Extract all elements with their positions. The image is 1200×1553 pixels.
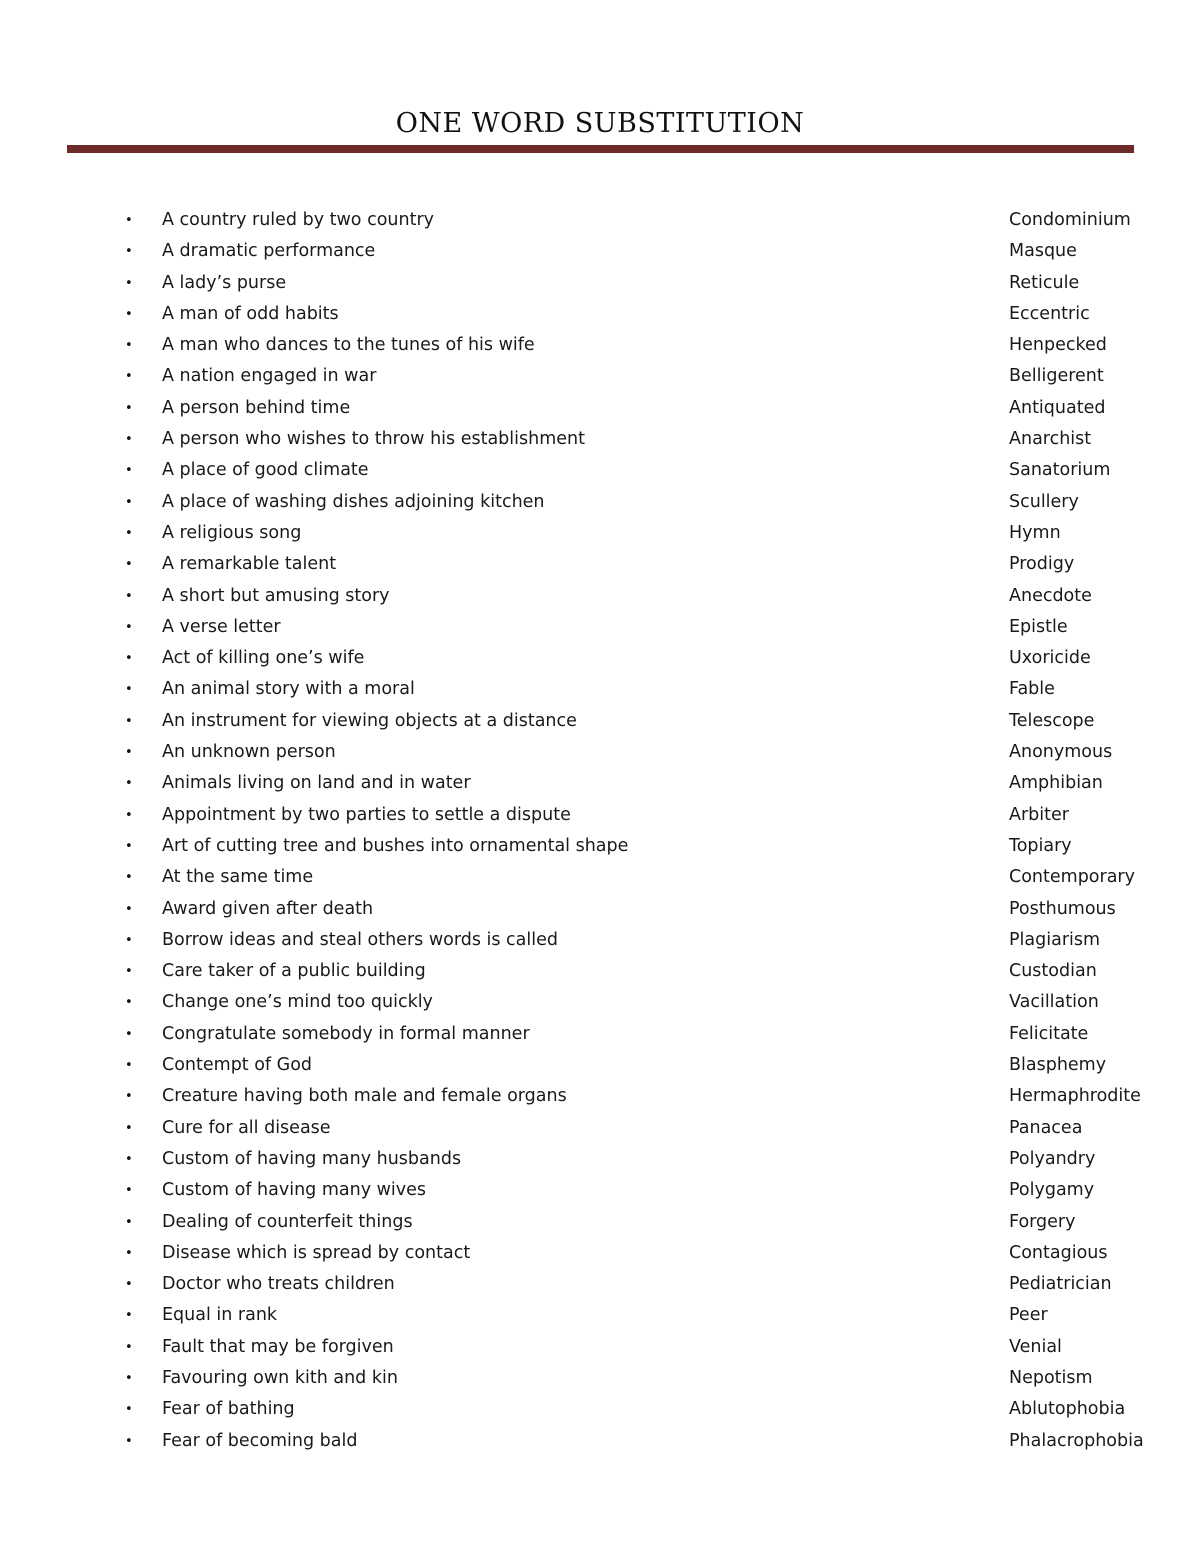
entry-definition: A nation engaged in war [162,366,377,387]
bullet-icon: • [125,588,133,604]
list-item [0,549,1200,580]
entry-word: Amphibian [1009,773,1103,794]
entry-word: Sanatorium [1009,460,1111,481]
entry-definition: Congratulate somebody in formal manner [162,1023,530,1044]
bullet-icon: • [125,1402,133,1418]
entry-definition: Borrow ideas and steal others words is called [162,929,558,950]
entry-definition: Fault that may be forgiven [162,1336,394,1357]
entry-definition: A person behind time [162,397,351,418]
list-item [0,1269,1200,1300]
list-item [0,487,1200,518]
entry-word: Peer [1009,1305,1048,1326]
list-item [0,925,1200,956]
list-item [0,768,1200,799]
entry-definition: Change one’s mind too quickly [162,992,433,1013]
list-item [0,205,1200,236]
bullet-icon: • [125,619,133,635]
entry-word: Henpecked [1009,335,1107,356]
bullet-icon: • [125,964,133,980]
list-item [0,1300,1200,1331]
entry-word: Condominium [1009,210,1131,230]
bullet-icon: • [125,776,133,792]
list-item [0,737,1200,768]
entry-definition: An unknown person [162,742,336,763]
entry-word: Eccentric [1009,303,1090,324]
entry-word: Hermaphrodite [1009,1086,1141,1107]
entry-definition: A person who wishes to throw his establishment [162,429,585,450]
bullet-icon: • [125,338,133,354]
entry-definition: A place of washing dishes adjoining kitchen [162,491,545,512]
bullet-icon: • [125,1058,133,1074]
entry-definition: At the same time [162,867,314,888]
entry-definition: Favouring own kith and kin [162,1367,398,1388]
list-item [0,299,1200,330]
list-item [0,612,1200,643]
entry-definition: Dealing of counterfeit things [162,1211,413,1232]
bullet-icon: • [125,901,133,917]
list-item [0,987,1200,1018]
list-item [0,361,1200,392]
entry-definition: Award given after death [162,898,374,919]
bullet-icon: • [125,525,133,541]
entry-definition: Custom of having many wives [162,1180,427,1201]
list-item [0,581,1200,612]
bullet-icon: • [125,1151,133,1167]
entry-word: Custodian [1009,961,1097,982]
entry-word: Polyandry [1009,1148,1096,1169]
list-item [0,1238,1200,1269]
list-item [0,1426,1200,1457]
list-item [0,1144,1200,1175]
bullet-icon: • [125,494,133,510]
entry-word: Anarchist [1009,429,1092,450]
entry-word: Topiary [1009,835,1072,856]
entry-definition: Doctor who treats children [162,1274,395,1295]
list-item [0,862,1200,893]
bullet-icon: • [125,306,133,322]
bullet-icon: • [125,557,133,573]
entry-word: Nepotism [1009,1367,1093,1388]
entry-word: Telescope [1009,710,1095,731]
page-title: ONE WORD SUBSTITUTION [395,108,805,139]
entry-word: Scullery [1009,491,1079,512]
entry-definition: Fear of bathing [162,1399,295,1420]
bullet-icon: • [125,1026,133,1042]
entry-definition: Fear of becoming bald [162,1430,358,1451]
bullet-icon: • [125,838,133,854]
entry-definition: A dramatic performance [162,241,376,262]
entry-definition: Art of cutting tree and bushes into ornamental shape [162,835,629,856]
entry-word: Plagiarism [1009,929,1101,950]
entry-definition: A short but amusing story [162,585,390,606]
list-item [0,643,1200,674]
list-item [0,1394,1200,1425]
entry-definition: Cure for all disease [162,1117,331,1138]
entry-word: Epistle [1009,616,1068,637]
entry-word: Anecdote [1009,585,1092,606]
entry-word: Ablutophobia [1009,1399,1126,1420]
entry-definition: Contempt of God [162,1055,313,1076]
entry-definition: Animals living on land and in water [162,773,471,794]
bullet-icon: • [125,400,133,416]
entry-word: Phalacrophobia [1009,1430,1144,1451]
entry-definition: A place of good climate [162,460,369,481]
word-substitution-list [0,205,1200,1457]
entry-word: Polygamy [1009,1180,1095,1201]
list-item [0,1019,1200,1050]
list-item [0,268,1200,299]
entry-definition: An instrument for viewing objects at a distance [162,710,577,731]
entry-word: Belligerent [1009,366,1104,387]
entry-word: Reticule [1009,272,1080,293]
list-item [0,393,1200,424]
list-item [0,1175,1200,1206]
bullet-icon: • [125,463,133,479]
entry-word: Venial [1009,1336,1062,1357]
entry-word: Contemporary [1009,867,1135,888]
entry-definition: A remarkable talent [162,554,337,575]
bullet-icon: • [125,1339,133,1355]
list-item [0,800,1200,831]
entry-definition: Appointment by two parties to settle a dispute [162,804,571,825]
list-item [0,894,1200,925]
entry-word: Fable [1009,679,1055,700]
bullet-icon: • [125,1089,133,1105]
bullet-icon: • [125,682,133,698]
entry-word: Arbiter [1009,804,1069,825]
bullet-icon: • [125,1214,133,1230]
list-item [0,674,1200,705]
entry-definition: An animal story with a moral [162,679,415,700]
bullet-icon: • [125,995,133,1011]
bullet-icon: • [125,213,133,228]
list-item [0,1050,1200,1081]
bullet-icon: • [125,1245,133,1261]
entry-definition: A man who dances to the tunes of his wife [162,335,535,356]
entry-word: Anonymous [1009,742,1113,763]
list-item [0,1363,1200,1394]
list-item [0,1081,1200,1112]
entry-word: Hymn [1009,522,1061,543]
entry-definition: Creature having both male and female organs [162,1086,567,1107]
list-item [0,1113,1200,1144]
bullet-icon: • [125,1277,133,1293]
bullet-icon: • [125,1370,133,1386]
list-item [0,956,1200,987]
entry-word: Pediatrician [1009,1274,1112,1295]
bullet-icon: • [125,807,133,823]
entry-word: Blasphemy [1009,1055,1107,1076]
bullet-icon: • [125,244,133,260]
entry-word: Antiquated [1009,397,1106,418]
bullet-icon: • [125,369,133,385]
entry-word: Felicitate [1009,1023,1089,1044]
entry-word: Panacea [1009,1117,1083,1138]
entry-word: Contagious [1009,1242,1108,1263]
entry-word: Posthumous [1009,898,1116,919]
bullet-icon: • [125,870,133,886]
entry-definition: Custom of having many husbands [162,1148,462,1169]
list-item [0,831,1200,862]
entry-definition: Act of killing one’s wife [162,648,365,669]
entry-word: Uxoricide [1009,648,1091,669]
entry-definition: A verse letter [162,616,281,637]
list-item [0,1332,1200,1363]
list-item [0,330,1200,361]
bullet-icon: • [125,932,133,948]
entry-word: Vacillation [1009,992,1099,1013]
entry-definition: A lady’s purse [162,272,287,293]
entry-word: Forgery [1009,1211,1076,1232]
bullet-icon: • [125,432,133,448]
list-item [0,1207,1200,1238]
list-item [0,706,1200,737]
bullet-icon: • [125,745,133,761]
entry-definition: A man of odd habits [162,303,339,324]
list-item [0,518,1200,549]
list-item [0,424,1200,455]
bullet-icon: • [125,1433,133,1449]
bullet-icon: • [125,1183,133,1199]
bullet-icon: • [125,713,133,729]
list-item [0,455,1200,486]
entry-definition: Care taker of a public building [162,961,426,982]
entry-definition: Disease which is spread by contact [162,1242,471,1263]
entry-word: Prodigy [1009,554,1075,575]
list-item [0,236,1200,267]
bullet-icon: • [125,651,133,667]
entry-definition: A country ruled by two country [162,210,435,230]
entry-word: Masque [1009,241,1077,262]
entry-definition: Equal in rank [162,1305,278,1326]
bullet-icon: • [125,1120,133,1136]
bullet-icon: • [125,1308,133,1324]
entry-definition: A religious song [162,522,302,543]
title-divider [67,145,1134,153]
bullet-icon: • [125,275,133,291]
